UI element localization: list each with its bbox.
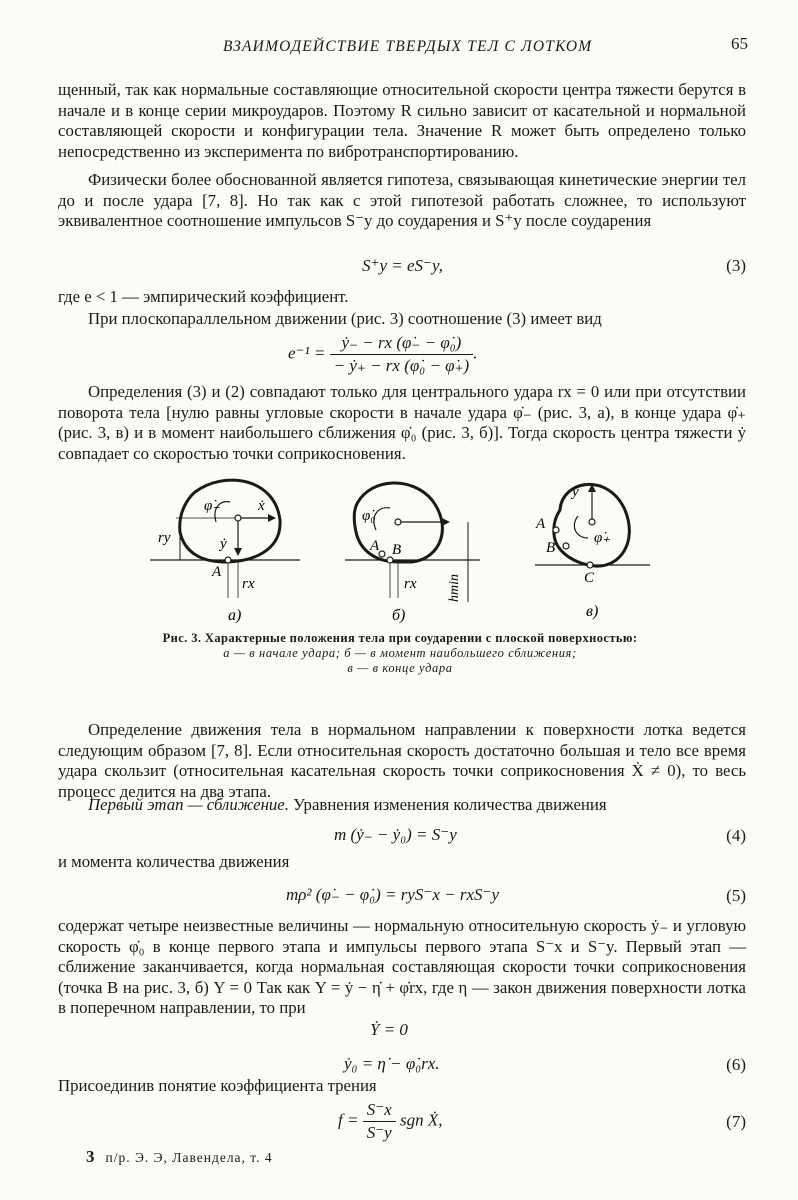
arrowhead-x-a — [268, 514, 276, 522]
equation-7-denominator: S⁻y — [366, 1123, 392, 1142]
label-hmin-b: hmin — [447, 574, 462, 602]
paragraph-1: щенный, так как нормальные составляющие относительной скорости центра тяжести берутся в начале и в конце серии микроударов. Поэтому R сильно зависит от касательной и нормальной составляющей скорости и конфигурации тела. Значение R может быть определено только непосредственно из эксперимента по вибротранспортированию. — [58, 80, 746, 161]
equation-e-ratio — [288, 333, 477, 376]
equation-4-number: (4) — [726, 826, 746, 845]
centre-point-b — [395, 519, 401, 525]
equation-e-fraction — [330, 333, 474, 376]
label-A-c: A — [536, 516, 546, 532]
label-A-a: A — [212, 564, 222, 580]
contact-point-a — [225, 557, 231, 563]
label-phi-a: φ̇₋ — [204, 498, 221, 514]
running-title: ВЗАИМОДЕЙСТВИЕ ТВЕРДЫХ ТЕЛ С ЛОТКОМ — [223, 38, 593, 55]
paragraph-9: содержат четыре неизвестные величины — нормальную относительную скорость ẏ₋ и угловую скорость φ̇₀ в конце первого этапа и импульсы первого этапа S⁻x и S⁻y. Первый этап — сближение заканчивается, когда нормальная составляющая скорости точки соприкосновения (точка B на рис. 3, б) Y = 0 Так как Y = ẏ − η̇ + φ̇rx, где η — закон движения поверхности лотка в поперечном направлении, то при — [58, 916, 746, 1017]
paragraph-8: и момента количества движения — [58, 852, 290, 871]
equation-e-numerator: ẏ₋ − rx (φ̇₋ − φ̇₀) — [330, 333, 474, 355]
sublabel-c: в) — [586, 603, 599, 620]
signature-number: 3 — [86, 1147, 96, 1166]
equation-e-tail: . — [473, 343, 478, 363]
label-y-c: ẏ — [572, 484, 579, 500]
rotation-arrow-b — [374, 508, 390, 530]
paragraph-2: Физически более обоснованной является гипотеза, связывающая кинетические энергии тел до и после удара [7, 8]. Но так как с этой гипотезой работать сложнее, то используют эквивалентное соотношение импульсов S⁻y до соударения и S⁺y после соударения — [58, 170, 746, 230]
label-y-a: ẏ — [220, 536, 227, 552]
paragraph-7-text: Уравнения изменения количества движения — [288, 795, 607, 814]
equation-y-dot-zero: Ẏ = 0 — [370, 1020, 408, 1039]
footer-signature — [86, 1147, 273, 1167]
paragraph-10: Присоединив понятие коэффициента трения — [58, 1076, 377, 1095]
equation-7-fraction — [363, 1100, 396, 1143]
figure-caption — [140, 631, 660, 676]
body-outline-a — [180, 480, 280, 562]
contact-point-c — [587, 562, 593, 568]
equation-7-lhs: f = — [338, 1110, 359, 1130]
equation-6: ẏ₀ = η̇ − φ̇₀rx. — [344, 1054, 440, 1073]
equation-4: m (ẏ₋ − ẏ₀) = S⁻y — [334, 825, 457, 844]
sublabel-a: а) — [228, 607, 242, 624]
caption-line-1: а — в начале удара; б — в момент наибольшего сближения; — [223, 646, 577, 660]
equation-7-numerator: S⁻x — [363, 1100, 396, 1122]
equation-3: S⁺y = eS⁻y, — [362, 256, 443, 275]
caption-title: Рис. 3. Характерные положения тела при соударении с плоской поверхностью: — [162, 631, 638, 645]
paragraph-7-italic: Первый этап — сближение. — [88, 795, 289, 814]
label-ry-a: ry — [158, 530, 171, 546]
label-A-b: A — [370, 538, 380, 554]
figure-3 — [150, 470, 650, 630]
label-phi-b: φ̇₀ — [362, 508, 376, 524]
equation-5: mρ² (φ̇₋ − φ̇₀) = ryS⁻x − rxS⁻y — [286, 885, 500, 904]
label-B-b: B — [392, 542, 402, 558]
signature-text: п/р. Э. Э, Лавендела, т. 4 — [105, 1150, 273, 1165]
equation-7-number: (7) — [726, 1112, 746, 1131]
equation-5-number: (5) — [726, 886, 746, 905]
rotation-arrow-c — [574, 516, 588, 538]
figure-3a — [150, 480, 300, 624]
paragraph-7 — [58, 795, 746, 816]
label-B-c: B — [546, 540, 556, 556]
point-A-b — [379, 551, 385, 557]
label-rx-b: rx — [404, 576, 417, 592]
equation-e-denominator: − ẏ₊ − rx (φ̇₀ − φ̇₊) — [333, 356, 470, 375]
paragraph-4: При плоскопараллельном движении (рис. 3) соотношение (3) имеет вид — [88, 309, 602, 328]
paragraph-5: Определения (3) и (2) совпадают только для центрального удара rx = 0 или при отсутствии поворота тела [нулю равны угловые скорости в начале удара φ̇₋ (рис. 3, а), в конце удара φ̇₊ (рис. 3, в) и в момент наибольшего сближения φ̇₀ (рис. 3, б)]. Тогда скорость центра тяжести ẏ совпадает со скоростью точки соприкосновения. — [58, 382, 746, 463]
equation-e-lhs: e⁻¹ = — [288, 343, 326, 363]
paragraph-6: Определение движения тела в нормальном направлении к поверхности лотка ведется следующим образом [7, 8]. Если относительная скорость достаточно большая и тело все время удара скользит (относительная касательная скорость точки соприкосновения Ẋ ≠ 0), то весь процесс делится на два этапа. — [58, 720, 746, 801]
page-number: 65 — [731, 34, 748, 53]
paragraph-3: где e < 1 — эмпирический коэффициент. — [58, 287, 349, 306]
figure-3c — [535, 484, 650, 620]
label-C-c: C — [584, 570, 595, 586]
equation-6-number: (6) — [726, 1055, 746, 1074]
figure-3b — [345, 483, 480, 624]
running-header — [58, 34, 748, 60]
equation-3-number: (3) — [726, 256, 746, 275]
point-A-c — [553, 527, 559, 533]
sublabel-b: б) — [392, 607, 406, 624]
arrowhead-y-a — [234, 548, 242, 556]
caption-line-2: в — в конце удара — [347, 661, 453, 675]
equation-7-tail: sgn Ẋ, — [399, 1110, 443, 1130]
arrowhead-b — [442, 518, 450, 526]
label-rx-a: rx — [242, 576, 255, 592]
equation-7 — [338, 1100, 442, 1143]
point-B-c — [563, 543, 569, 549]
centre-point-a — [235, 515, 241, 521]
centre-point-c — [589, 519, 595, 525]
label-phi-c: φ̇₊ — [594, 530, 611, 546]
label-x-a: ẋ — [258, 498, 265, 514]
